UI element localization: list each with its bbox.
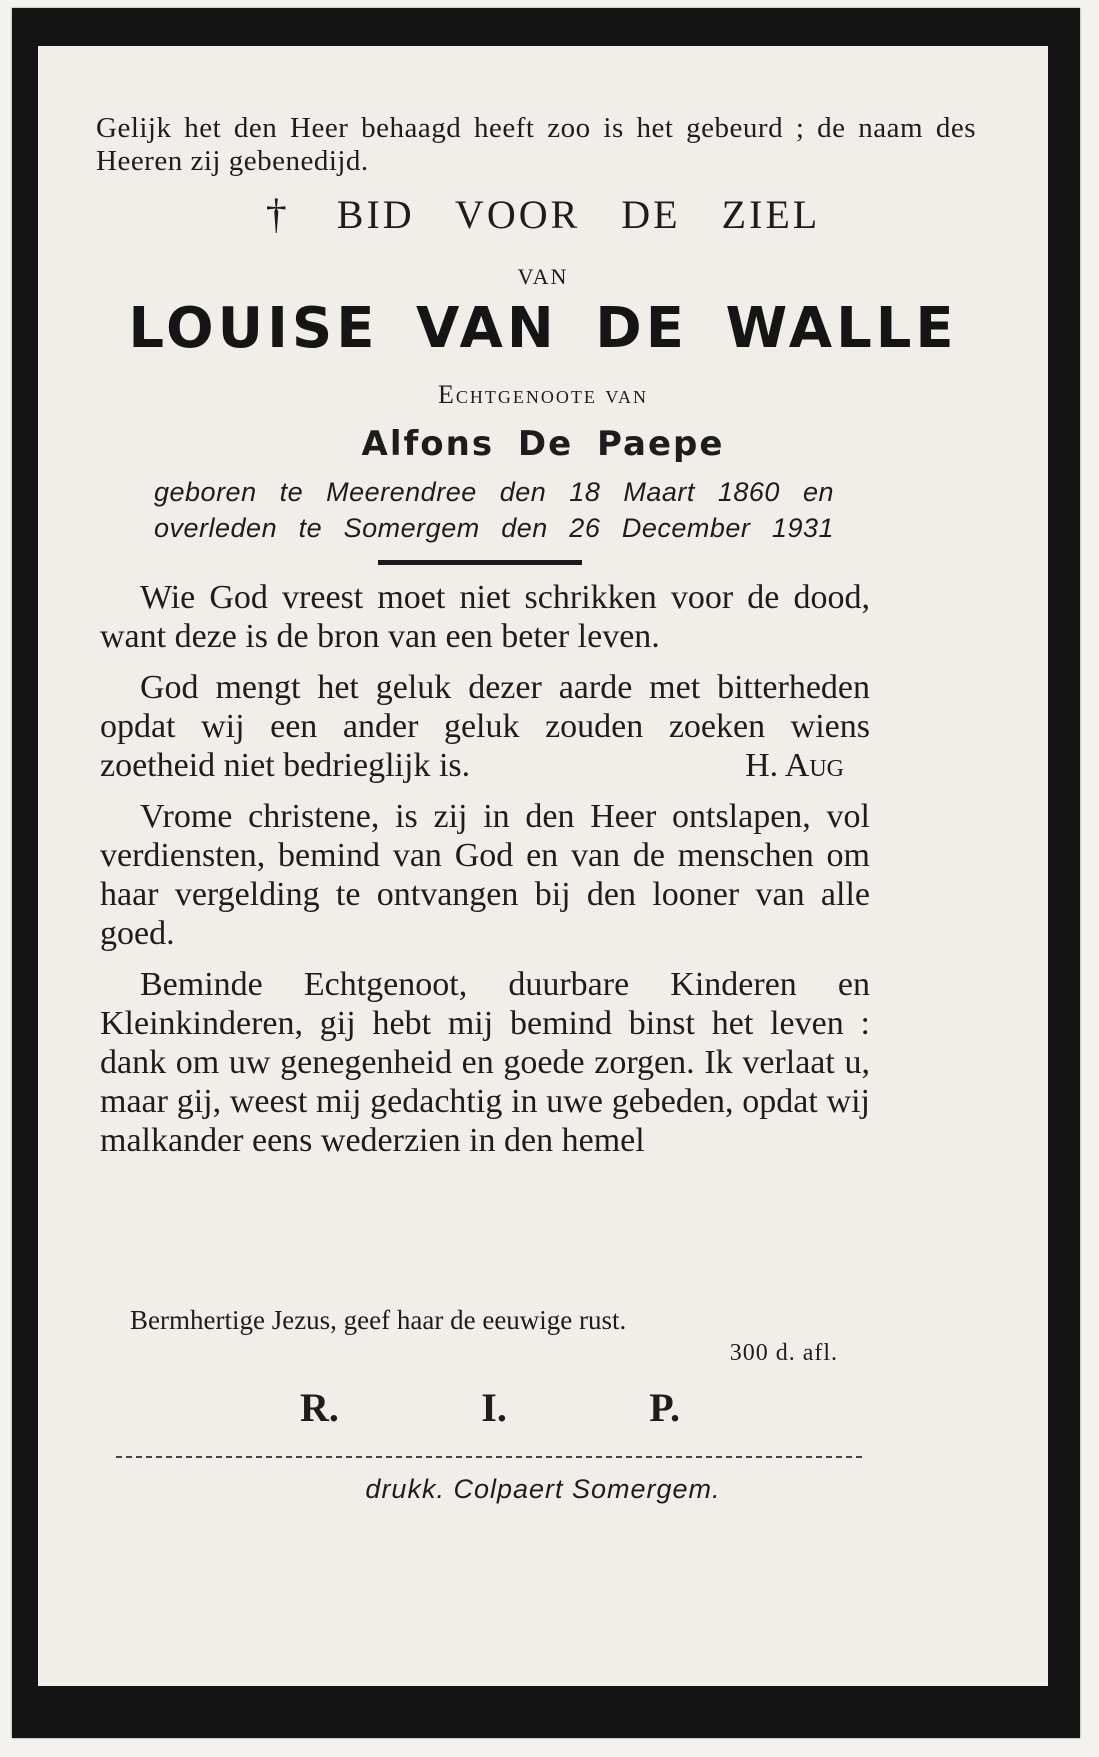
body-text xyxy=(100,578,870,1172)
spouse-name: Alfons De Paepe xyxy=(361,424,725,464)
paragraph-1: Wie God vreest moet niet schrikken voor de dood, want deze is de bron van een beter leven. xyxy=(100,579,870,655)
rip-i: I. xyxy=(481,1385,507,1430)
card-paper xyxy=(38,46,1048,1686)
rip-letters xyxy=(300,1384,680,1431)
indulgence-note: 300 d. afl. xyxy=(729,1340,838,1366)
prayer-line: Bermhertige Jezus, geef haar de eeuwige rust. xyxy=(130,1305,627,1335)
paragraph-3: Vrome christene, is zij in den Heer ontslapen, vol verdiensten, bemind van God en van de menschen om haar vergelding te ontvangen bij den looner van alle goed. xyxy=(100,798,870,952)
bid-line: BID VOOR DE ZIEL xyxy=(336,192,821,237)
paragraph-2 xyxy=(100,668,870,785)
divider-rule xyxy=(378,560,582,565)
bid-heading xyxy=(38,191,1048,239)
spouse-label: Echtgenoote van xyxy=(437,380,649,409)
dotted-divider xyxy=(116,1456,862,1458)
paragraph-4: Beminde Echtgenoot, duurbare Kinderen en Kleinkinderen, gij hebt mij bemind binst het leven : dank om uw genegenheid en goede zorgen. Ik verlaat u, maar gij, weest mij gedachtig in uwe gebeden, opdat wij malkander eens wederzien in den hemel xyxy=(100,966,870,1159)
paragraph-2-signature: H. Aug xyxy=(745,747,844,784)
motto-text: Gelijk het den Heer behaagd heeft zoo is het gebeurd ; de naam des Heeren zij gebenedijd. xyxy=(96,112,976,177)
rip-p: P. xyxy=(649,1385,680,1430)
memorial-card xyxy=(12,8,1080,1738)
van-label: VAN xyxy=(517,264,569,289)
printer-credit: drukk. Colpaert Somergem. xyxy=(365,1474,721,1504)
dates-block xyxy=(154,474,834,546)
rip-r: R. xyxy=(300,1385,339,1430)
death-line: overleden te Somergem den 26 December 1931 xyxy=(154,513,834,543)
deceased-name: LOUISE VAN DE WALLE xyxy=(128,296,958,361)
cross-icon: † xyxy=(265,192,290,238)
birth-line: geboren te Meerendree den 18 Maart 1860 en xyxy=(154,477,834,507)
paragraph-2-text: God mengt het geluk dezer aarde met bitterheden opdat wij een ander geluk zouden zoeken wiens zoetheid niet bedrieglijk is. xyxy=(100,669,870,784)
